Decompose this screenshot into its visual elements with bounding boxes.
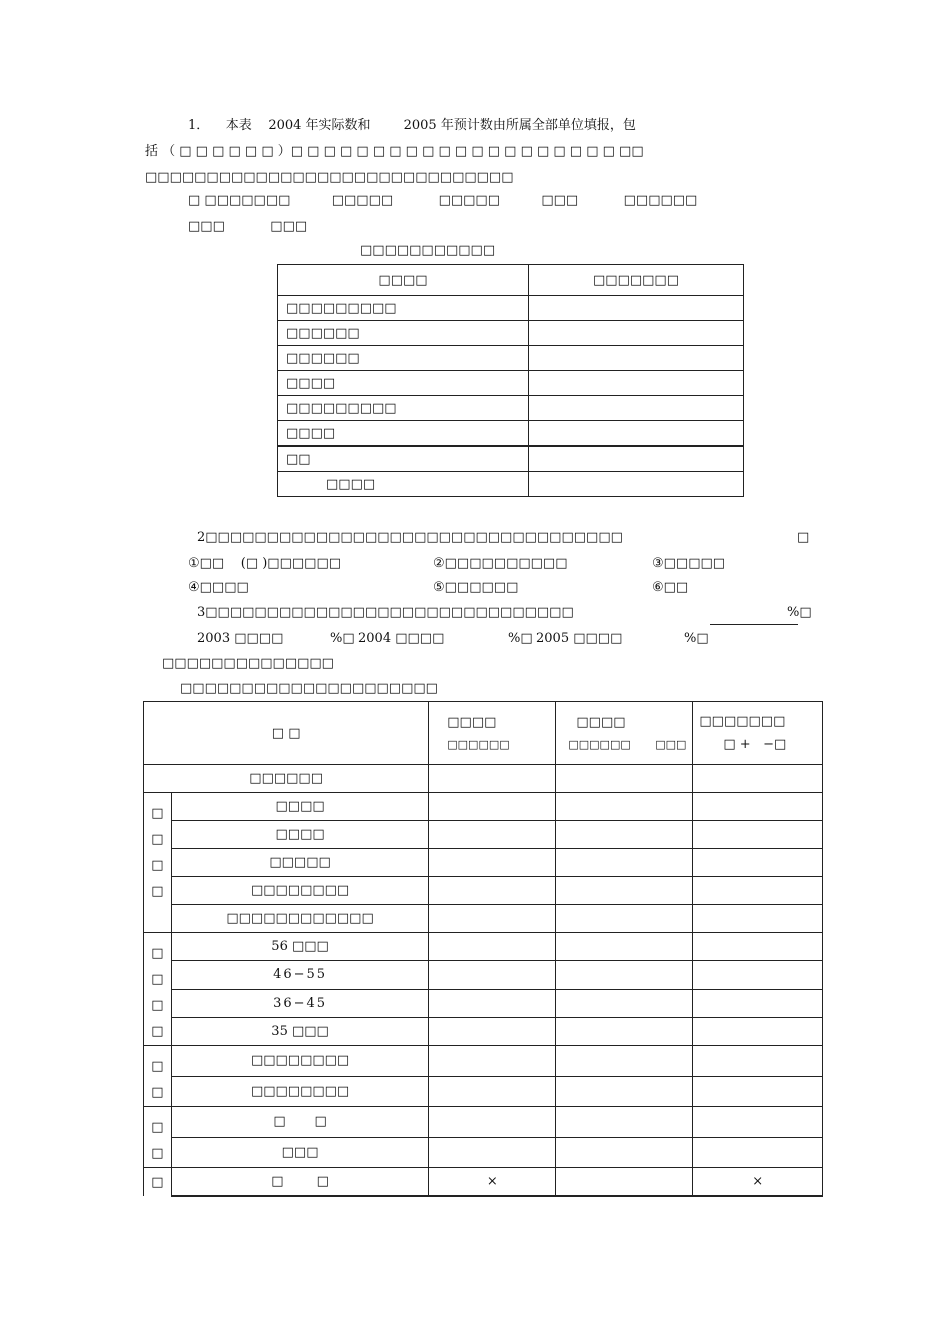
table2-cell[interactable] bbox=[556, 1107, 693, 1138]
para1-line1: 1． 本表 2004 年实际数和 2005 年预计数由所属全部单位填报，包 bbox=[188, 118, 636, 133]
table2-cell[interactable] bbox=[556, 1046, 693, 1077]
table-row bbox=[144, 1017, 823, 1045]
table2-header-col1 bbox=[429, 702, 556, 765]
table2-header-col2-top: □□□□ bbox=[576, 715, 626, 730]
table-row bbox=[144, 1107, 823, 1138]
table1-cell[interactable] bbox=[529, 396, 744, 421]
table2-cell[interactable] bbox=[556, 1137, 693, 1168]
x-mark-icon: × bbox=[693, 1168, 823, 1197]
table2-cell[interactable] bbox=[429, 849, 556, 877]
para1-line4: □ □□□□□□□ □□□□□ □□□□□ □□□ □□□□□□ bbox=[188, 193, 698, 208]
table2-cell[interactable] bbox=[429, 793, 556, 821]
table2-row-label: 36−45 bbox=[171, 989, 428, 1017]
table2-row-label: 56 □□□ bbox=[171, 933, 428, 961]
table2-cell[interactable] bbox=[693, 1076, 823, 1107]
table1-row-label: □□□□□□□□□ bbox=[278, 296, 529, 321]
table-row bbox=[144, 961, 823, 989]
table2-cell[interactable] bbox=[429, 961, 556, 989]
group3-char: □ bbox=[151, 1059, 164, 1074]
table2-row-label: □□□□□□□□ bbox=[171, 1046, 428, 1077]
table2-cell[interactable] bbox=[693, 849, 823, 877]
table2-header-col3-bottom: □ + −□ bbox=[723, 737, 787, 752]
x-mark-icon: × bbox=[429, 1168, 556, 1197]
table2-cell[interactable] bbox=[556, 765, 693, 793]
item3-pct-2003: %□ bbox=[330, 631, 355, 646]
para1-line2: 括 （ □ □ □ □ □ □ ）□ □ □ □ □ □ □ □ □ □ □ □ □ □ □ □ □ □ □ □ □□ bbox=[145, 144, 644, 159]
table-row bbox=[144, 933, 823, 961]
table-row bbox=[278, 321, 744, 346]
table2-row-label: □□□ bbox=[171, 1137, 428, 1168]
table1-row-label: □□ bbox=[278, 446, 529, 472]
table2-cell[interactable] bbox=[556, 849, 693, 877]
item2-end-mark: □ bbox=[797, 530, 810, 545]
table2-group5-label: □ bbox=[144, 1168, 172, 1197]
table2-cell[interactable] bbox=[556, 961, 693, 989]
table1 bbox=[277, 264, 744, 497]
group1-char: □ bbox=[151, 832, 164, 847]
item3-year-2004: 2004 □□□□ bbox=[358, 631, 445, 646]
table2-cell[interactable] bbox=[693, 1107, 823, 1138]
table2-cell[interactable] bbox=[429, 1107, 556, 1138]
table2-cell[interactable] bbox=[429, 765, 556, 793]
table2-cell[interactable] bbox=[429, 1076, 556, 1107]
table2-header-col2 bbox=[556, 702, 693, 765]
table2-row-label: □ □ bbox=[171, 1168, 428, 1197]
group3-char: □ bbox=[151, 1085, 164, 1100]
table1-row-label: □□□□ bbox=[278, 472, 529, 497]
item2-option-5: ⑤□□□□□□ bbox=[433, 580, 519, 595]
para1-line3: □□□□□□□□□□□□□□□□□□□□□□□□□□□□□□ bbox=[145, 170, 514, 185]
table2-header-col1-bottom: □□□□□□ bbox=[447, 738, 510, 751]
item3-blank-underline bbox=[710, 624, 798, 625]
table2-cell[interactable] bbox=[429, 989, 556, 1017]
table2-cell[interactable] bbox=[429, 1017, 556, 1045]
table2-cell[interactable] bbox=[693, 989, 823, 1017]
table2-cell[interactable] bbox=[429, 933, 556, 961]
table2-row-label: □□□□□□□□ bbox=[171, 877, 428, 905]
item3-pct: %□ bbox=[787, 605, 812, 620]
table2-group1-label bbox=[144, 793, 172, 933]
group2-char: □ bbox=[151, 972, 164, 987]
table2-row-label: □□□□ bbox=[171, 821, 428, 849]
table1-cell[interactable] bbox=[529, 371, 744, 396]
table2-header-col2-bottom: □□□□□□ □□□ bbox=[568, 738, 687, 751]
table2-total-label: □□□□□□ bbox=[144, 765, 429, 793]
table-row bbox=[144, 793, 823, 821]
item2-line: 2□□□□□□□□□□□□□□□□□□□□□□□□□□□□□□□□□□ bbox=[197, 530, 623, 545]
table2-cell[interactable] bbox=[556, 1168, 693, 1197]
table-row bbox=[278, 446, 744, 472]
table2-header-item: □ □ bbox=[144, 702, 429, 765]
table2-group2-label bbox=[144, 933, 172, 1046]
table1-row-label: □□□□ bbox=[278, 371, 529, 396]
table2-cell[interactable] bbox=[429, 877, 556, 905]
para1-line5: □□□ □□□ bbox=[188, 219, 308, 234]
table-row bbox=[144, 989, 823, 1017]
group2-char: □ bbox=[151, 1024, 164, 1039]
table2-cell[interactable] bbox=[693, 877, 823, 905]
group4-char: □ bbox=[151, 1120, 164, 1135]
table1-cell[interactable] bbox=[529, 446, 744, 472]
table2-row-label: 46−55 bbox=[171, 961, 428, 989]
table2-group3-label bbox=[144, 1046, 172, 1107]
table-row bbox=[278, 396, 744, 421]
table2-group4-label bbox=[144, 1107, 172, 1168]
table2-header-col3-top: □□□□□□□ bbox=[699, 714, 786, 729]
item3-line3: □□□□□□□□□□□□□□ bbox=[162, 656, 334, 671]
item2-option-2: ②□□□□□□□□□□ bbox=[433, 556, 568, 571]
table-row bbox=[144, 765, 823, 793]
table-row bbox=[144, 849, 823, 877]
table1-cell[interactable] bbox=[529, 421, 744, 447]
table2-cell[interactable] bbox=[556, 821, 693, 849]
table2-row-label: □ □ bbox=[171, 1107, 428, 1138]
table2-cell[interactable] bbox=[693, 821, 823, 849]
table1-row-label: □□□□□□□□□ bbox=[278, 396, 529, 421]
table2-cell[interactable] bbox=[693, 793, 823, 821]
table2-cell[interactable] bbox=[556, 905, 693, 933]
table2-row-label: □□□□□□□□□□□□ bbox=[171, 905, 428, 933]
table2-cell[interactable] bbox=[693, 1046, 823, 1077]
table1-cell[interactable] bbox=[529, 296, 744, 321]
table2-cell[interactable] bbox=[556, 1017, 693, 1045]
item3-line4: □□□□□□□□□□□□□□□□□□□□□ bbox=[180, 681, 438, 696]
table1-cell[interactable] bbox=[529, 321, 744, 346]
table-row bbox=[144, 1168, 823, 1197]
table1-cell[interactable] bbox=[529, 472, 744, 497]
table1-header-1: □□□□ bbox=[278, 265, 529, 296]
group2-char: □ bbox=[151, 946, 164, 961]
table2-cell[interactable] bbox=[429, 1046, 556, 1077]
table1-row-label: □□□□□□ bbox=[278, 321, 529, 346]
table2-cell[interactable] bbox=[693, 905, 823, 933]
table2-row-label: □□□□□ bbox=[171, 849, 428, 877]
table2-cell[interactable] bbox=[693, 961, 823, 989]
table-row bbox=[278, 371, 744, 396]
item2-option-4: ④□□□□ bbox=[188, 580, 249, 595]
item3-year-2003: 2003 □□□□ bbox=[197, 631, 284, 646]
table2-header-col3 bbox=[693, 702, 823, 765]
table-row bbox=[144, 877, 823, 905]
table2 bbox=[143, 701, 823, 1197]
item2-option-3: ③□□□□□ bbox=[652, 556, 726, 571]
table2-cell[interactable] bbox=[556, 989, 693, 1017]
table-row bbox=[278, 421, 744, 447]
item2-option-1: ①□□ (□ )□□□□□□ bbox=[188, 556, 342, 571]
item3-pct-2004: %□ bbox=[508, 631, 533, 646]
table2-cell[interactable] bbox=[693, 1137, 823, 1168]
table1-caption: □□□□□□□□□□□ bbox=[360, 243, 496, 258]
item2-option-6: ⑥□□ bbox=[652, 580, 689, 595]
table-row bbox=[278, 296, 744, 321]
table-row bbox=[278, 472, 744, 497]
item3-pct-2005: %□ bbox=[684, 631, 709, 646]
table2-cell[interactable] bbox=[693, 1017, 823, 1045]
table-row bbox=[278, 346, 744, 371]
table2-cell[interactable] bbox=[556, 933, 693, 961]
table-row bbox=[144, 821, 823, 849]
table-row bbox=[144, 1137, 823, 1168]
table1-cell[interactable] bbox=[529, 346, 744, 371]
table-row bbox=[144, 905, 823, 933]
table2-cell[interactable] bbox=[556, 793, 693, 821]
table2-cell[interactable] bbox=[556, 877, 693, 905]
table2-header-col1-top: □□□□ bbox=[447, 715, 497, 730]
table2-cell[interactable] bbox=[556, 1076, 693, 1107]
group2-char: □ bbox=[151, 998, 164, 1013]
group4-char: □ bbox=[151, 1146, 164, 1161]
table2-cell[interactable] bbox=[429, 821, 556, 849]
item3-line: 3□□□□□□□□□□□□□□□□□□□□□□□□□□□□□□ bbox=[197, 605, 574, 620]
item3-year-2005: 2005 □□□□ bbox=[536, 631, 623, 646]
table1-header-row bbox=[278, 265, 744, 296]
table-row bbox=[144, 1046, 823, 1077]
table1-row-label: □□□□ bbox=[278, 421, 529, 447]
table1-row-label: □□□□□□ bbox=[278, 346, 529, 371]
table1-header-2: □□□□□□□ bbox=[529, 265, 744, 296]
table2-cell[interactable] bbox=[429, 1137, 556, 1168]
table2-header-row bbox=[144, 702, 823, 765]
table2-row-label: □□□□ bbox=[171, 793, 428, 821]
group1-char: □ bbox=[151, 884, 164, 899]
table2-cell[interactable] bbox=[693, 933, 823, 961]
table2-row-label: 35 □□□ bbox=[171, 1017, 428, 1045]
table2-cell[interactable] bbox=[429, 905, 556, 933]
group1-char: □ bbox=[151, 858, 164, 873]
table2-row-label: □□□□□□□□ bbox=[171, 1076, 428, 1107]
group1-char: □ bbox=[151, 806, 164, 821]
table-row bbox=[144, 1076, 823, 1107]
table2-cell[interactable] bbox=[693, 765, 823, 793]
